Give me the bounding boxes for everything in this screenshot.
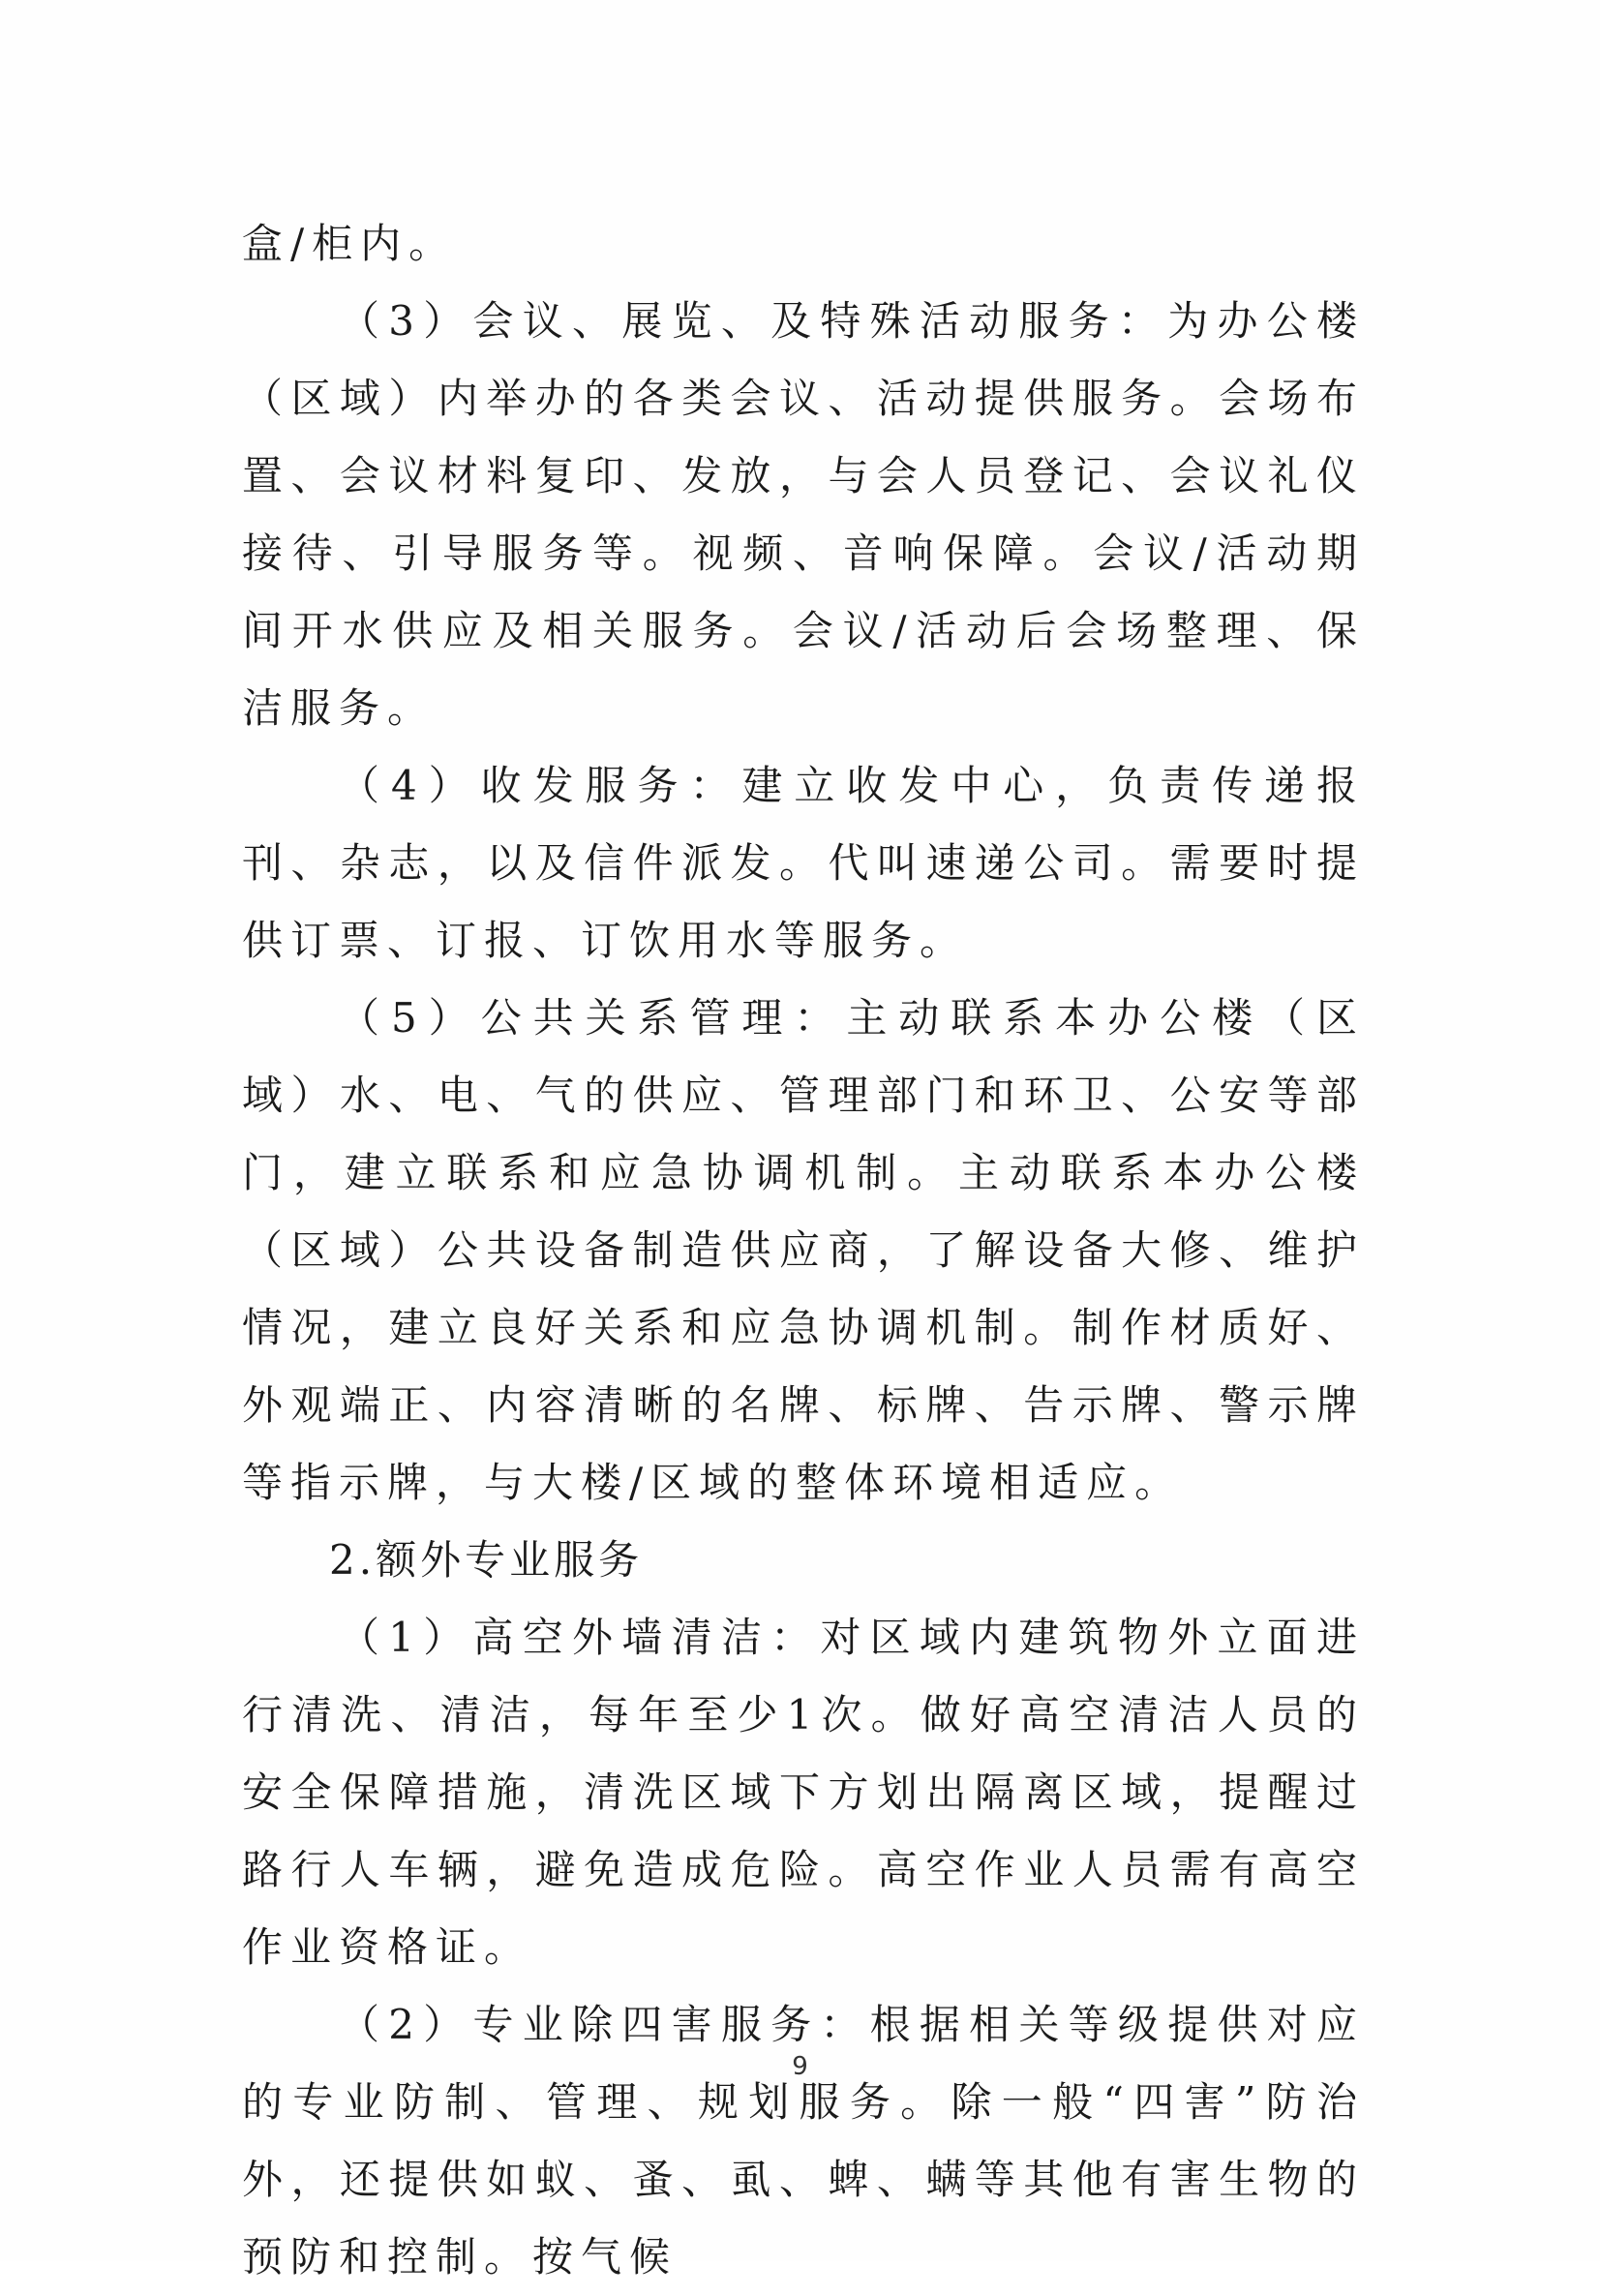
section-heading-extra-services: 2.额外专业服务 — [329, 1536, 644, 1584]
paragraph-exterior-cleaning: （1）高空外墙清洁：对区域内建筑物外立面进行清洗、清洁，每年至少1次。做好高空清洁人员的安全保障措施，清洗区域下方划出隔离区域，提醒过路行人车辆，避免造成危险。高空作业人员需有高空作业资格证。 — [242, 1614, 1365, 1971]
paragraph-meeting-services: （3）会议、展览、及特殊活动服务：为办公楼（区域）内举办的各类会议、活动提供服务。会场布置、会议材料复印、发放，与会人员登记、会议礼仪接待、引导服务等。视频、音响保障。会议/活动期间开水供应及相关服务。会议/活动后会场整理、保洁服务。 — [242, 297, 1365, 732]
paragraph-public-relations: （5）公共关系管理：主动联系本办公楼（区域）水、电、气的供应、管理部门和环卫、公安等部门，建立联系和应急协调机制。主动联系本办公楼（区域）公共设备制造供应商，了解设备大修、维护情况，建立良好关系和应急协调机制。制作材质好、外观端正、内容清晰的名牌、标牌、告示牌、警示牌等指示牌，与大楼/区域的整体环境相适应。 — [242, 994, 1365, 1506]
paragraph-continuation: 盒/柜内。 — [242, 220, 458, 267]
page-number: 9 — [792, 2052, 808, 2081]
paragraph-pest-control: （2）专业除四害服务：根据相关等级提供对应的专业防制、管理、规划服务。除一般“四害”防治外，还提供如蚁、蚤、虱、蜱、螨等其他有害生物的预防和控制。按气候 — [242, 2001, 1365, 2281]
document-body — [242, 205, 1365, 2296]
paragraph-mail-services: （4）收发服务：建立收发中心，负责传递报刊、杂志，以及信件派发。代叫速递公司。需要时提供订票、订报、订饮用水等服务。 — [242, 762, 1365, 964]
